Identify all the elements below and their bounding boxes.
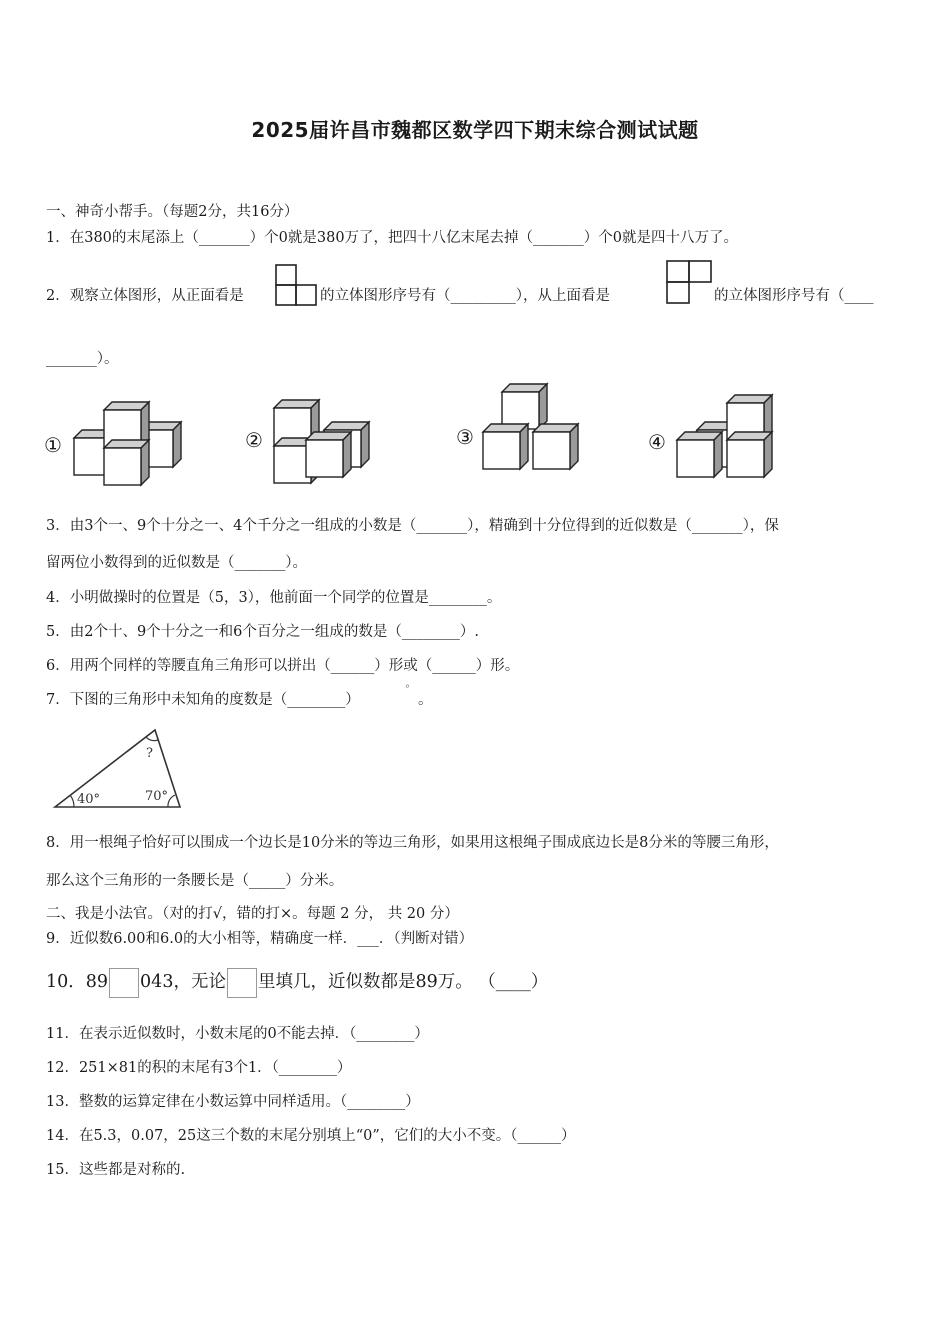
question-11: 11．在表示近似数时，小数末尾的0不能去掉．（________）: [46, 1026, 429, 1042]
question-1: 1．在380的末尾添上（_______）个0就是380万了，把四十八亿末尾去掉（_______）个0就是四十八万了。: [46, 230, 739, 246]
figure-label-4: ④: [648, 430, 666, 454]
question-8-line1: 8．用一根绳子恰好可以围成一个边长是10分米的等边三角形，如果用这根绳子围成底边长是8分米的等腰三角形，: [46, 835, 779, 851]
question-2-part2: 的立体图形序号有（_________），从上面看是: [320, 288, 610, 304]
angle-70-label: 70°: [145, 789, 169, 804]
question-12: 12．251×81的积的末尾有3个1．（________）: [46, 1060, 352, 1076]
question-14: 14．在5.3，0.07，25这三个数的末尾分别填上“0”，它们的大小不变。（______）: [46, 1128, 576, 1144]
page-title: 2025届许昌市魏都区数学四下期末综合测试试题: [251, 118, 699, 142]
triangle-diagram: [50, 725, 190, 815]
question-2-part1: 2．观察立体图形，从正面看是: [46, 288, 244, 304]
question-7-end: 。: [418, 692, 433, 708]
figure-label-3: ③: [456, 425, 474, 449]
question-10: [46, 962, 548, 1002]
question-10-part-c: 里填几，近似数都是89万。 （____）: [257, 972, 549, 992]
question-5: 5．由2个十、9个十分之一和6个百分之一组成的数是（________）.: [46, 624, 480, 640]
angle-40-label: 40°: [77, 792, 101, 807]
figure-label-2: ②: [245, 428, 263, 452]
question-2-continuation: _______）。: [46, 351, 119, 367]
question-9: 9．近似数6.00和6.0的大小相等，精确度一样．___．（判断对错）: [46, 931, 474, 947]
question-13: 13．整数的运算定律在小数运算中同样适用。（________）: [46, 1094, 420, 1110]
blank-box: [109, 968, 139, 998]
blank-box: [227, 968, 257, 998]
question-15: 15．这些都是对称的.: [46, 1162, 186, 1178]
question-2-part3: 的立体图形序号有（____: [714, 288, 874, 304]
question-10-part-b: 043，无论: [140, 972, 226, 992]
question-4: 4．小明做操时的位置是（5，3），他前面一个同学的位置是________。: [46, 590, 502, 606]
question-7-degree: °: [405, 684, 410, 695]
figure-label-1: ①: [44, 433, 62, 457]
question-6: 6．用两个同样的等腰直角三角形可以拼出（______）形或（______）形。: [46, 658, 520, 674]
question-7: 7．下图的三角形中未知角的度数是（________）: [46, 692, 360, 708]
question-3-line2: 留两位小数得到的近似数是（_______）。: [46, 555, 307, 571]
unknown-angle-label: ?: [146, 746, 153, 761]
section2-header: 二、我是小法官。（对的打√，错的打×。每题 2 分， 共 20 分）: [46, 906, 459, 922]
section1-header: 一、神奇小帮手。（每题2分，共16分）: [46, 204, 299, 220]
question-10-part-a: 10．89: [46, 972, 109, 992]
question-8-line2: 那么这个三角形的一条腰长是（_____）分米。: [46, 873, 344, 889]
question-3-line1: 3．由3个一、9个十分之一、4个千分之一组成的小数是（_______），精确到十分位得到的近似数是（_______），保: [46, 518, 779, 534]
